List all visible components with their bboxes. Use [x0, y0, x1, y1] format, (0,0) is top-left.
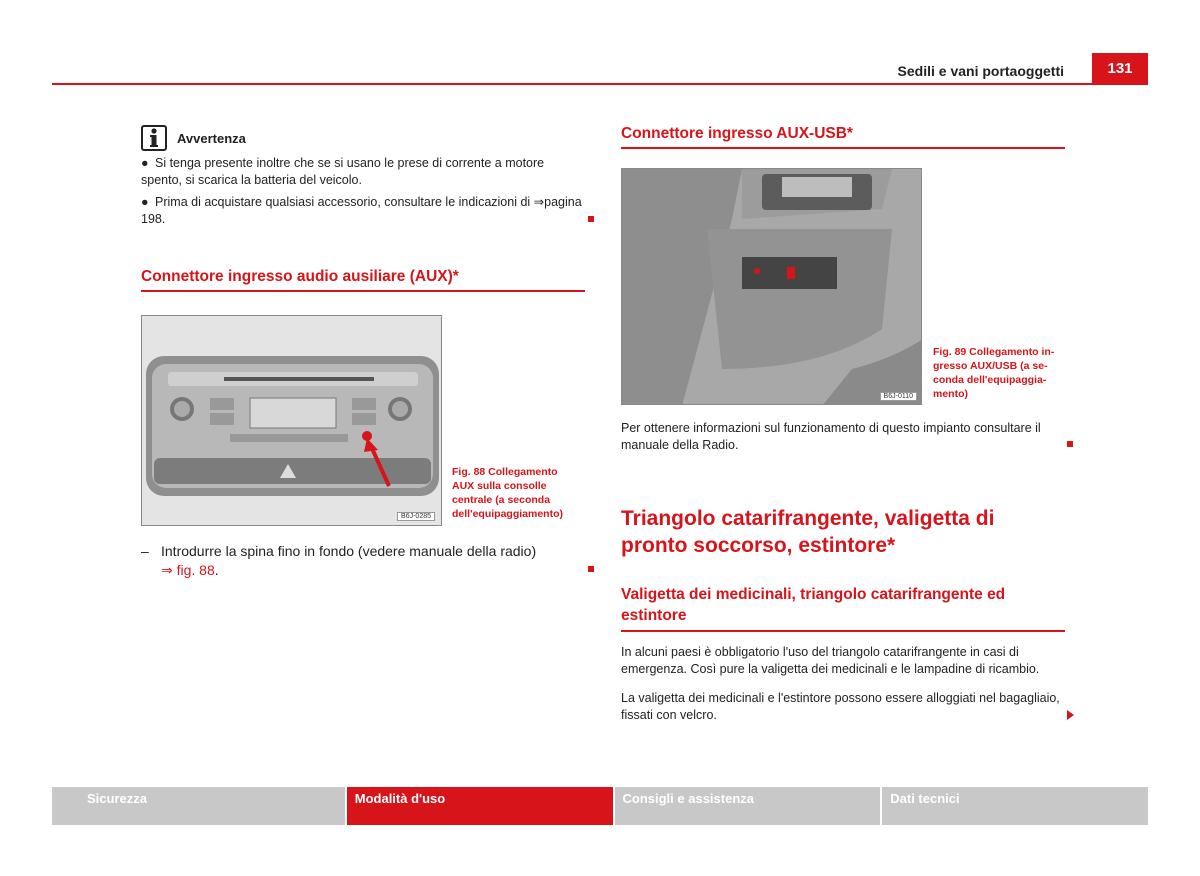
figure-88-caption: Fig. 88 Collegamento AUX sulla consolle centrale (a seconda dell'equipaggiamento)	[452, 466, 564, 520]
triangle-section-heading: Triangolo catarifrangente, valigetta di pronto soccorso, estintore*	[621, 507, 995, 557]
footer-tab-dati-tecnici[interactable]: Dati tecnici	[882, 787, 1148, 825]
continue-arrow-icon	[1067, 710, 1074, 720]
radio-illustration	[142, 316, 442, 526]
figure-89-caption: Fig. 89 Collegamento ingresso AUX/USB (a seconda dell'equipaggiamento)	[933, 346, 1055, 400]
footer-tab-modalita-uso[interactable]: Modalità d'uso	[347, 787, 613, 825]
auxusb-section-heading: Connettore ingresso AUX-USB*	[621, 125, 1065, 149]
info-icon	[141, 125, 167, 151]
warning-bullet: ● Prima di acquistare qualsiasi accessorio, consultare le indicazioni di ⇒pagina 198.	[141, 195, 582, 226]
footer-nav	[52, 787, 1148, 825]
aux-section-heading: Connettore ingresso audio ausiliare (AUX)*	[141, 268, 585, 292]
fig-88-link[interactable]: ⇒ fig. 88	[161, 562, 215, 578]
triangle-paragraph-2: La valigetta dei medicinali e l'estintore possono essere alloggiati nel bagagliaio, fissati con velcro.	[621, 691, 1060, 722]
console-illustration	[622, 169, 922, 405]
left-column	[141, 125, 585, 292]
figure-89-console	[621, 168, 922, 405]
figure-code: B6J-0285	[397, 512, 435, 521]
end-marker	[588, 216, 594, 222]
auxusb-body: Per ottenere informazioni sul funzionamento di questo impianto consultare il manuale della Radio.	[621, 421, 1041, 452]
header-divider	[52, 83, 1148, 85]
footer-tab-consigli[interactable]: Consigli e assistenza	[615, 787, 881, 825]
triangle-paragraph-1: In alcuni paesi è obbligatorio l'uso del triangolo catarifrangente in casi di emergenza. Così pure la valigetta dei medicinali e le lampadine di ricambio.	[621, 645, 1040, 676]
warning-title: Avvertenza	[177, 130, 246, 146]
triangle-subheading: Valigetta dei medicinali, triangolo catarifrangente ed estintore	[621, 584, 1065, 632]
figure-code: B6J-0110	[880, 392, 917, 401]
running-header-title: Sedili e vani portaoggetti	[897, 63, 1064, 79]
page-number: 131	[1092, 53, 1148, 84]
footer-tab-sicurezza[interactable]: Sicurezza	[52, 787, 345, 825]
warning-header	[141, 125, 585, 151]
end-marker	[588, 566, 594, 572]
end-marker	[1067, 441, 1073, 447]
aux-instruction: – Introdurre la spina fino in fondo (vedere manuale della radio) ⇒ fig. 88.	[141, 543, 537, 578]
figure-88-radio	[141, 315, 442, 526]
right-column	[621, 125, 1065, 149]
warning-bullet: ● Si tenga presente inoltre che se si usano le prese di corrente a motore spento, si scarica la batteria del veicolo.	[141, 156, 545, 187]
